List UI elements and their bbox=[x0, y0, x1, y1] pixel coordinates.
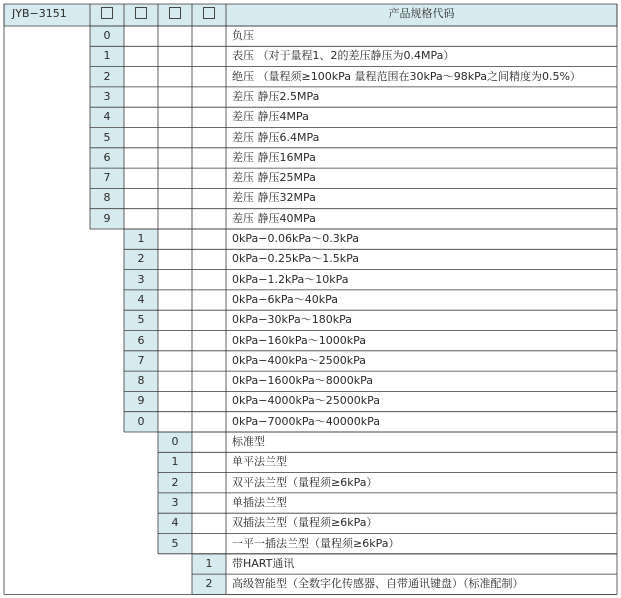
option-code: 8 bbox=[90, 188, 124, 208]
option-description: 0kPa−0.06kPa～0.3kPa bbox=[232, 232, 359, 245]
option-description: 0kPa−30kPa～180kPa bbox=[232, 313, 352, 327]
option-description: 单平法兰型 bbox=[232, 455, 287, 469]
option-description: 负压 bbox=[232, 29, 254, 42]
option-description: 0kPa−1.2kPa～10kPa bbox=[232, 272, 349, 286]
option-description: 差压 静压16MPa bbox=[232, 150, 316, 164]
option-description: 双平法兰型（量程须≥6kPa） bbox=[232, 475, 378, 489]
option-description: 0kPa−6kPa～40kPa bbox=[232, 292, 338, 306]
spec-title-header: 产品规格代码 bbox=[226, 4, 617, 26]
option-description: 差压 静压25MPa bbox=[232, 171, 316, 185]
option-code: 4 bbox=[124, 290, 158, 310]
model-header: JYB−3151 bbox=[4, 4, 90, 26]
option-description: 标准型 bbox=[232, 435, 265, 448]
option-description: 绝压 （量程须≥100kPa 量程范围在30kPa～98kPa之间精度为0.5%） bbox=[232, 69, 581, 83]
option-description: 差压 静压32MPa bbox=[232, 191, 316, 205]
option-description: 表压 （对于量程1、2的差压静压为0.4MPa） bbox=[232, 49, 455, 63]
option-code: 0 bbox=[124, 412, 158, 432]
option-description: 差压 静压6.4MPa bbox=[232, 130, 320, 144]
option-code: 6 bbox=[124, 331, 158, 351]
option-description: 0kPa−160kPa～1000kPa bbox=[232, 333, 366, 347]
option-code: 3 bbox=[158, 493, 192, 513]
option-description: 差压 静压2.5MPa bbox=[232, 89, 320, 103]
option-code: 3 bbox=[90, 87, 124, 107]
option-description: 高级智能型（全数字化传感器、自带通讯键盘）（标准配制） bbox=[232, 577, 524, 591]
option-code: 4 bbox=[90, 107, 124, 127]
option-description: 0kPa−0.25kPa～1.5kPa bbox=[232, 252, 359, 266]
option-code: 9 bbox=[124, 391, 158, 411]
option-code: 5 bbox=[158, 534, 192, 554]
option-code: 2 bbox=[192, 574, 226, 594]
option-description: 差压 静压40MPa bbox=[232, 211, 316, 225]
option-code: 2 bbox=[90, 67, 124, 87]
option-code: 2 bbox=[124, 249, 158, 269]
option-code: 2 bbox=[158, 473, 192, 493]
option-code: 7 bbox=[90, 168, 124, 188]
option-code: 5 bbox=[124, 310, 158, 330]
option-code: 8 bbox=[124, 371, 158, 391]
option-code: 9 bbox=[90, 209, 124, 229]
option-description: 一平一插法兰型（量程须≥6kPa） bbox=[232, 536, 400, 550]
option-code: 6 bbox=[90, 148, 124, 168]
option-code: 7 bbox=[124, 351, 158, 371]
option-description: 0kPa−1600kPa～8000kPa bbox=[232, 374, 373, 388]
option-code: 4 bbox=[158, 513, 192, 533]
option-code: 1 bbox=[192, 554, 226, 574]
option-code: 1 bbox=[90, 46, 124, 66]
option-code: 0 bbox=[158, 432, 192, 452]
option-code: 3 bbox=[124, 270, 158, 290]
option-code: 0 bbox=[90, 26, 124, 46]
option-description: 双插法兰型（量程须≥6kPa） bbox=[232, 516, 378, 530]
option-description: 带HART通讯 bbox=[232, 556, 295, 570]
option-description: 差压 静压4MPa bbox=[232, 110, 309, 124]
option-description: 0kPa−7000kPa～40000kPa bbox=[232, 414, 380, 428]
option-code: 5 bbox=[90, 128, 124, 148]
option-description: 0kPa−4000kPa～25000kPa bbox=[232, 394, 380, 408]
option-code: 1 bbox=[124, 229, 158, 249]
option-description: 单插法兰型 bbox=[232, 495, 287, 509]
option-description: 0kPa−400kPa～2500kPa bbox=[232, 353, 366, 367]
option-code: 1 bbox=[158, 452, 192, 472]
